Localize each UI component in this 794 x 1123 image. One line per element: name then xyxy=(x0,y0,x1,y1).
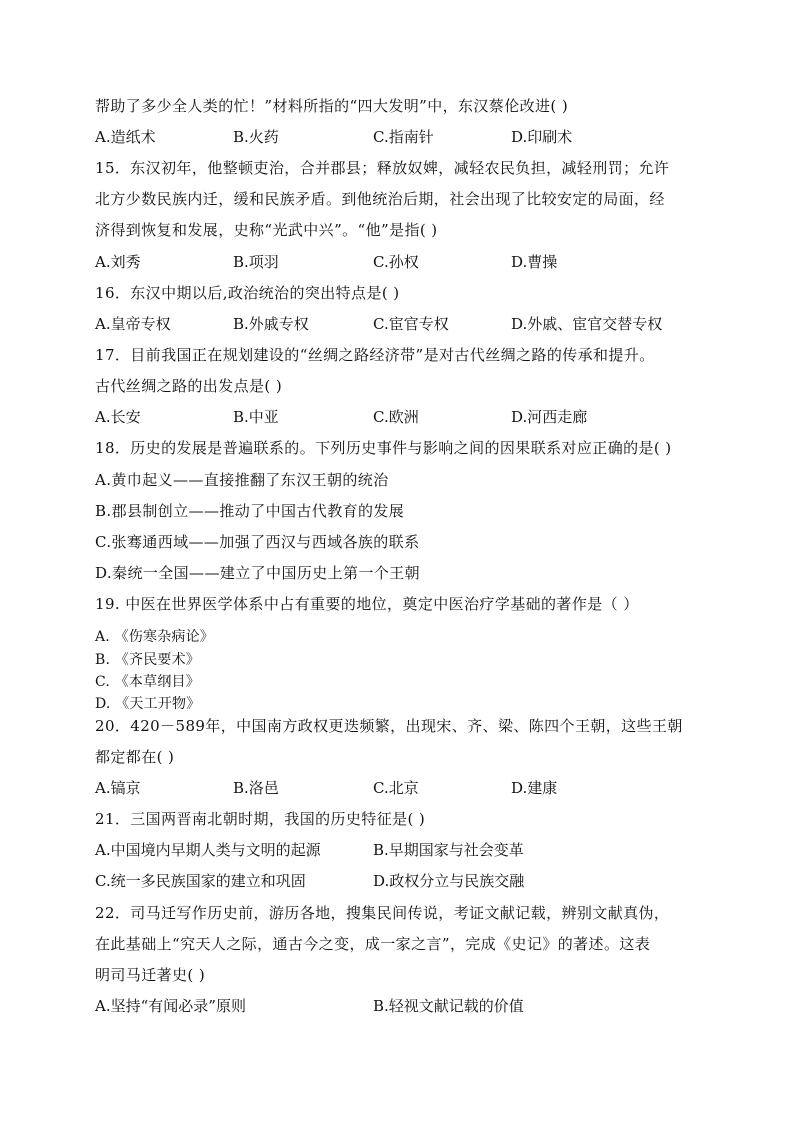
question-15-stem: 15．东汉初年，他整顿吏治，合并郡县；释放奴婢，减轻农民负担，减轻刑罚；允许 xyxy=(95,159,670,177)
option-b: B.早期国家与社会变革 xyxy=(373,841,524,859)
question-17-stem: 17．目前我国正在规划建设的“丝绸之路经济带”是对古代丝绸之路的传承和提升。 xyxy=(95,346,655,364)
question-15-stem-line-2: 北方少数民族内迁，缓和民族矛盾。到他统治后期，社会出现了比较安定的局面，经 xyxy=(95,190,665,208)
option-b: B.中亚 xyxy=(233,408,279,426)
question-17-stem-line-2: 古代丝绸之路的出发点是( ) xyxy=(95,377,283,395)
question-18-option-d: D.秦统一全国——建立了中国历史上第一个王朝 xyxy=(95,564,421,582)
option-b: B.外戚专权 xyxy=(233,315,309,333)
question-22-stem-line-2: 在此基础上“究天人之际，通古今之变，成一家之言”，完成《史记》的著述。这表 xyxy=(95,935,651,953)
option-a: A.造纸术 xyxy=(95,128,156,146)
option-c: C.欧洲 xyxy=(373,408,419,426)
question-16-stem: 16．东汉中期以后,政治统治的突出特点是( ) xyxy=(95,284,400,302)
option-b: B.项羽 xyxy=(233,253,279,271)
question-22-stem: 22．司马迁写作历史前，游历各地，搜集民间传说，考证文献记载，辨别文献真伪， xyxy=(95,904,670,922)
option-d: D.外戚、宦官交替专权 xyxy=(511,315,663,333)
option-d: D.政权分立与民族交融 xyxy=(373,872,525,890)
option-a: A.皇帝专权 xyxy=(95,315,171,333)
question-19-option-c: C. 《本草纲目》 xyxy=(95,674,200,690)
option-c: C.宦官专权 xyxy=(373,315,449,333)
question-20-stem: 20．420－589年，中国南方政权更迭频繁，出现宋、齐、梁、陈四个王朝，这些王朝 xyxy=(95,717,683,735)
question-18-option-c: C.张骞通西域——加强了西汉与西域各族的联系 xyxy=(95,533,420,551)
option-c: C.统一多民族国家的建立和巩固 xyxy=(95,872,306,890)
question-14-stem-end: 帮助了多少全人类的忙！”材料所指的“四大发明”中，东汉蔡伦改进( ) xyxy=(95,97,569,115)
option-c: C.北京 xyxy=(373,779,419,797)
option-d: D.曹操 xyxy=(511,253,558,271)
question-20-stem-line-2: 都定都在( ) xyxy=(95,748,175,766)
question-19-option-d: D. 《天工开物》 xyxy=(95,696,201,712)
question-22-stem-line-3: 明司马迁著史( ) xyxy=(95,966,206,984)
option-d: D.河西走廊 xyxy=(511,408,588,426)
question-19-option-b: B. 《齐民要术》 xyxy=(95,652,200,668)
option-a: A.中国境内早期人类与文明的起源 xyxy=(95,841,321,859)
option-b: B.洛邑 xyxy=(233,779,279,797)
option-d: D.建康 xyxy=(511,779,558,797)
option-c: C.孙权 xyxy=(373,253,419,271)
question-18-stem: 18．历史的发展是普遍联系的。下列历史事件与影响之间的因果联系对应正确的是( ) xyxy=(95,439,672,457)
question-19-option-a: A. 《伤寒杂病论》 xyxy=(95,629,215,645)
question-18-option-a: A.黄巾起义——直接推翻了东汉王朝的统治 xyxy=(95,471,389,489)
option-a: A.长安 xyxy=(95,408,141,426)
option-a: A.刘秀 xyxy=(95,253,141,271)
question-15-stem-line-3: 济得到恢复和发展，史称“光武中兴”。“他”是指( ) xyxy=(95,221,438,239)
option-a: A.镐京 xyxy=(95,779,141,797)
option-b: B.轻视文献记载的价值 xyxy=(373,997,524,1015)
option-b: B.火药 xyxy=(233,128,279,146)
option-c: C.指南针 xyxy=(373,128,434,146)
question-18-option-b: B.郡县制创立——推动了中国古代教育的发展 xyxy=(95,502,405,520)
option-d: D.印刷术 xyxy=(511,128,573,146)
question-21-stem: 21．三国两晋南北朝时期，我国的历史特征是( ) xyxy=(95,810,426,828)
option-a: A.坚持“有闻必录”原则 xyxy=(95,997,246,1015)
question-19-stem: 19. 中医在世界医学体系中占有重要的地位，奠定中医治疗学基础的著作是（ ） xyxy=(95,595,639,613)
